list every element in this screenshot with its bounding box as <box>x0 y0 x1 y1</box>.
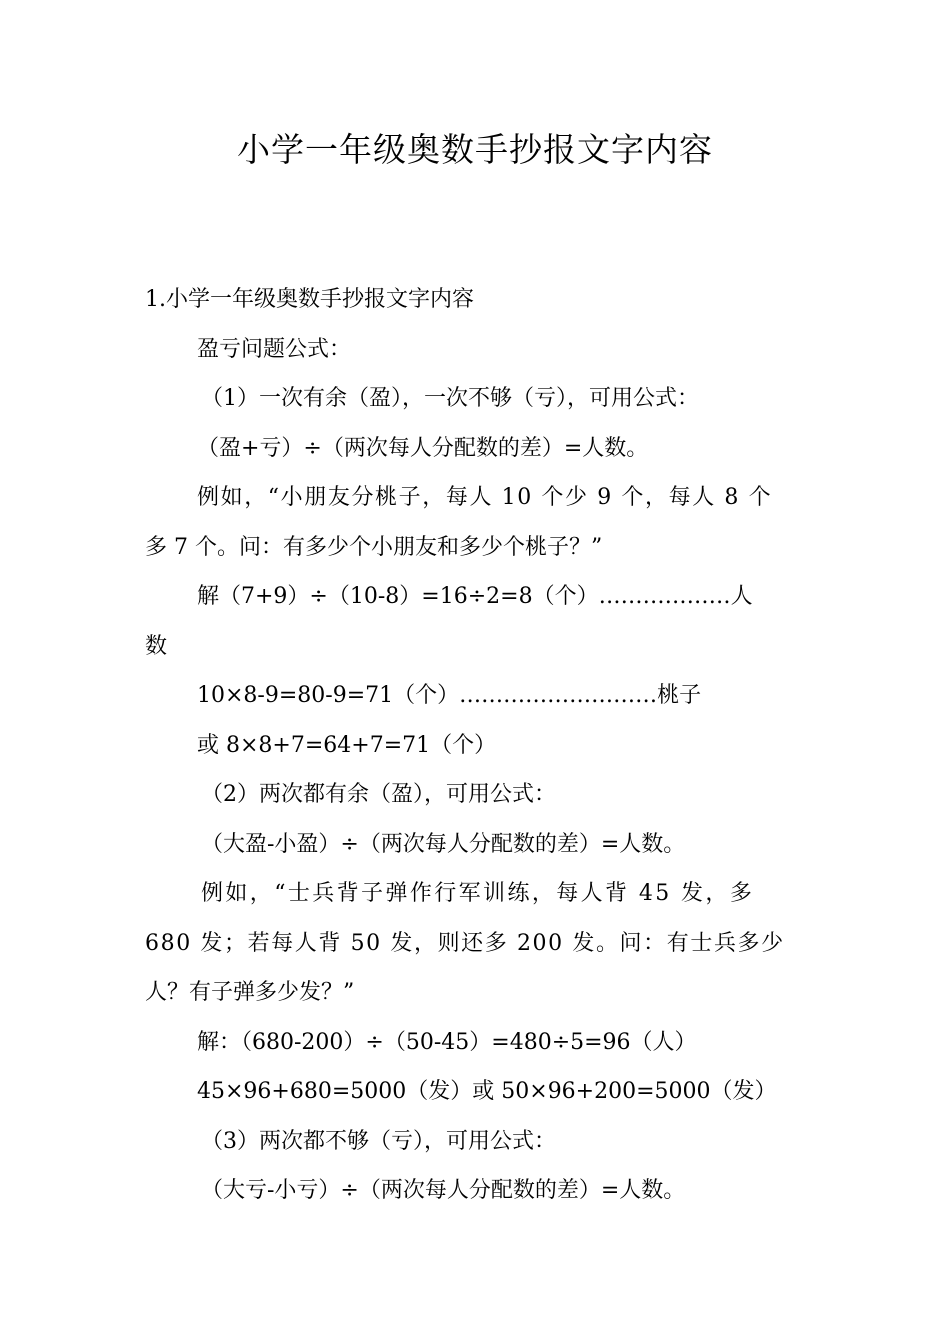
paragraph-line: 人？有子弹多少发？” <box>145 980 355 1005</box>
paragraph-line: （1）一次有余（盈），一次不够（亏），可用公式： <box>201 386 699 411</box>
paragraph-line: 多 7 个。问：有多少个小朋友和多少个桃子？” <box>145 534 603 560</box>
paragraph-line: 45×96+680=5000（发）或 50×96+200=5000（发） <box>197 1079 777 1104</box>
section-heading: 1.小学一年级奥数手抄报文字内容 <box>145 287 474 312</box>
paragraph-line: 680 发；若每人背 50 发，则还多 200 发。问：有士兵多少 <box>145 930 785 956</box>
paragraph-line: （2）两次都有余（盈），可用公式： <box>201 782 556 807</box>
paragraph-line: （盈+亏）÷（两次每人分配数的差）=人数。 <box>197 435 649 461</box>
paragraph-line: 10×8-9=80-9=71（个）………………………桃子 <box>197 683 702 708</box>
paragraph-line: （大亏-小亏）÷（两次每人分配数的差）=人数。 <box>201 1178 686 1203</box>
paragraph-line: 数 <box>145 633 168 659</box>
paragraph-line: （3）两次都不够（亏），可用公式： <box>201 1128 556 1154</box>
paragraph-line: 解：（680-200）÷（50-45）=480÷5=96（人） <box>197 1029 697 1055</box>
paragraph-line: （大盈-小盈）÷（两次每人分配数的差）=人数。 <box>201 831 686 857</box>
document-body <box>145 282 807 1223</box>
paragraph-line: 或 8×8+7=64+7=71（个） <box>197 732 497 758</box>
paragraph-line: 例如，“小朋友分桃子，每人 10 个少 9 个，每人 8 个 <box>197 485 773 510</box>
page-title: 小学一年级奥数手抄报文字内容 <box>237 130 713 169</box>
paragraph-line: 解（7+9）÷（10-8）=16÷2=8（个）………………人 <box>197 584 753 609</box>
paragraph-line: 例如，“士兵背子弹作行军训练，每人背 45 发，多 <box>201 881 755 906</box>
paragraph-line: 盈亏问题公式： <box>197 336 352 362</box>
